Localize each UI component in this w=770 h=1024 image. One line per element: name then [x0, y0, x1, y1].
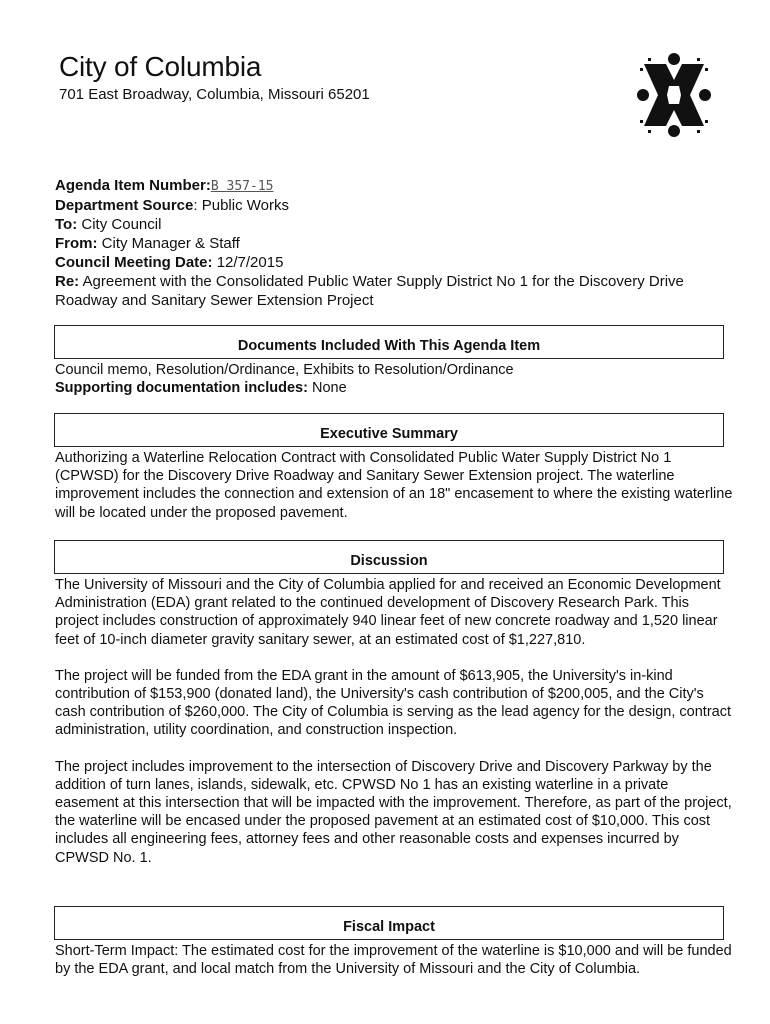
documents-section-title: Documents Included With This Agenda Item [237, 338, 541, 354]
to-value: City Council [81, 216, 162, 233]
meeting-date-row [55, 253, 735, 272]
agenda-item-row [55, 176, 735, 196]
documents-section-body [55, 361, 735, 397]
fiscal-impact-text: Short-Term Impact: The estimated cost for the improvement of the waterline is $10,000 and will be funded by the EDA grant, and local match from the University of Missouri and the City of Columbia. [55, 943, 732, 978]
discussion-paragraph: The project includes improvement to the intersection of Discovery Drive and Discovery Parkway by the addition of turn lanes, islands, sidewalk, etc. CPWSD No 1 has an existing waterline in a private easement at this intersection that will be impacted with the improvement. Therefore, as part of the project, the waterline will be encased under the proposed pavement at an estimated cost of $10,000. This cost includes all engineering fees, attorney fees and other reasonable costs and expenses incurred by CPWSD No. 1. [55, 758, 732, 866]
department-row: Department Source: Public Works [55, 197, 289, 214]
re-row [55, 272, 735, 310]
agenda-item-label: Agenda Item Number: [55, 177, 211, 194]
discussion-paragraph: The project will be funded from the EDA grant in the amount of $613,905, the University's in-kind contribution of $153,900 (donated land), the University's cash contribution of $200,005, and the City's cash contribution of $260,000. The City of Columbia is serving as the lead agency for the design, contract administration, utility coordination, and construction inspection. [55, 667, 731, 739]
meeting-date-value: 12/7/2015 [216, 254, 284, 271]
from-label: From: [55, 235, 98, 252]
fiscal-impact-body [55, 942, 735, 978]
executive-summary-header [54, 413, 724, 447]
agenda-item-number: B 357-15 [210, 179, 274, 194]
city-address: 701 East Broadway, Columbia, Missouri 65201 [59, 86, 370, 103]
city-logo-icon [636, 50, 712, 140]
re-value: Agreement with the Consolidated Public Water Supply District No 1 for the Discovery Drive Roadway and Sanitary Sewer Extension Project [55, 273, 684, 309]
meeting-date-label: Council Meeting Date: [55, 254, 213, 271]
from-row [55, 234, 735, 253]
to-row [55, 215, 735, 234]
executive-summary-body [55, 449, 735, 522]
supporting-docs-value: None [311, 380, 347, 397]
agenda-meta [55, 176, 735, 310]
fiscal-impact-header [54, 906, 724, 940]
department-value: Public Works [201, 197, 289, 214]
discussion-header [54, 540, 724, 574]
to-label: To: [55, 216, 78, 233]
discussion-title: Discussion [350, 553, 428, 569]
documents-list: Council memo, Resolution/Ordinance, Exhibits to Resolution/Ordinance [55, 362, 514, 378]
documents-section-header [54, 325, 724, 359]
executive-summary-text: Authorizing a Waterline Relocation Contract with Consolidated Public Water Supply District No 1 (CPWSD) for the Discovery Drive Roadway and Sanitary Sewer Extension project. The waterline improvement includes the connection and extension of an 18" encasement to where the existing waterline will be located under the proposed pavement. [55, 450, 733, 521]
city-name: City of Columbia [59, 51, 262, 82]
supporting-docs-label: Supporting documentation includes: [55, 380, 308, 397]
discussion-body [55, 576, 735, 867]
executive-summary-title: Executive Summary [320, 426, 458, 442]
fiscal-impact-title: Fiscal Impact [343, 919, 435, 935]
from-value: City Manager & Staff [101, 235, 240, 252]
discussion-paragraph: The University of Missouri and the City of Columbia applied for and received an Economic Development Administration (EDA) grant related to the continued development of Discovery Research Park. This project includes construction of approximately 940 linear feet of new concrete roadway and 1,520 linear feet of 10-inch diameter gravity sanitary sewer, at an estimated cost of $1,227,810. [55, 577, 721, 648]
supporting-docs-row [55, 379, 735, 397]
re-label: Re: [55, 273, 80, 290]
department-label: Department Source [55, 197, 194, 214]
